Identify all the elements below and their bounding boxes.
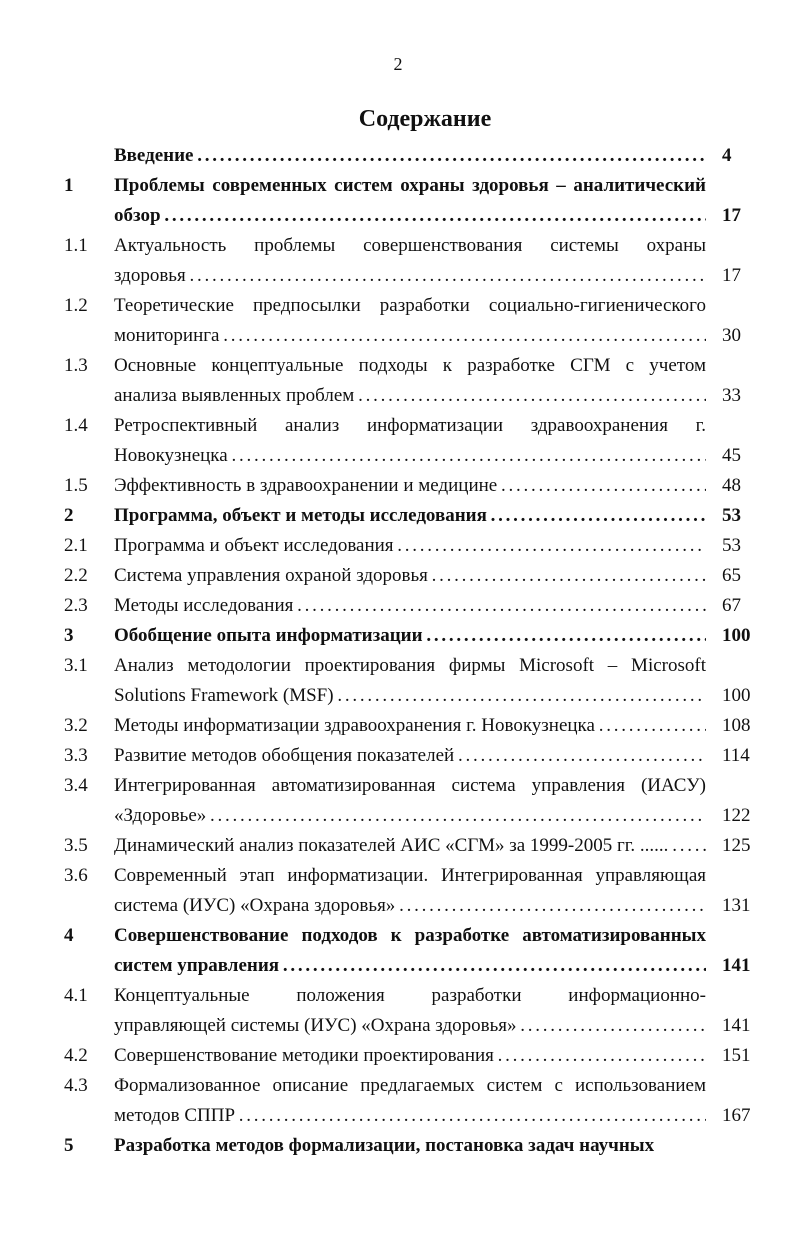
toc-entry-line xyxy=(0,921,796,951)
toc-entry-page: 100 xyxy=(722,625,751,646)
toc-entry-page: 100 xyxy=(722,685,751,706)
toc-entry-line xyxy=(0,261,796,291)
toc-entry-number: 1.1 xyxy=(64,235,88,256)
toc-entry-text: Формализованное описание предлагаемых систем с использованием xyxy=(114,1075,706,1096)
toc-entry-page: 67 xyxy=(722,595,741,616)
toc-title: Содержание xyxy=(358,106,492,132)
toc-entry-line xyxy=(0,591,796,621)
toc-entry-text: Основные концептуальные подходы к разработке СГМ с учетом xyxy=(114,355,706,376)
toc-entry-page: 17 xyxy=(722,265,741,286)
toc-entry-text: систем управления . . . xyxy=(114,951,706,981)
toc-entry-text: Теоретические предпосылки разработки социально-гигиенического xyxy=(114,295,706,316)
toc-entry-page: 141 xyxy=(722,1015,751,1036)
toc-entry-line xyxy=(0,501,796,531)
toc-entry-page: 53 xyxy=(722,505,741,526)
toc-entry-line xyxy=(0,471,796,501)
toc-entry-number: 2.1 xyxy=(64,535,88,556)
toc-entry-line xyxy=(0,381,796,411)
toc-entry-text: Проблемы современных систем охраны здоровья – аналитический xyxy=(114,175,706,196)
toc-entry-page: 151 xyxy=(722,1045,751,1066)
toc-entry-number: 3.4 xyxy=(64,775,88,796)
toc-entry-number: 5 xyxy=(64,1135,74,1156)
page-number: 2 xyxy=(393,54,403,74)
toc-entry-text: Современный этап информатизации. Интегрированная управляющая xyxy=(114,865,706,886)
toc-entry-text: Введение . . . xyxy=(114,141,706,171)
toc-entry-text: Система управления охраной здоровья . . . xyxy=(114,561,706,591)
toc-entry-line xyxy=(0,141,796,171)
toc-entry-line xyxy=(0,891,796,921)
toc-entry-line xyxy=(0,1041,796,1071)
toc-entry-page: 17 xyxy=(722,205,741,226)
toc-entry-text: управляющей системы (ИУС) «Охрана здоровья» . . . xyxy=(114,1011,706,1041)
toc-entry-line xyxy=(0,1011,796,1041)
toc-entry-text: Анализ методологии проектирования фирмы Microsoft – Microsoft xyxy=(114,655,706,676)
toc-entry-text: Ретроспективный анализ информатизации здравоохранения г. xyxy=(114,415,706,436)
toc-entry-line xyxy=(0,831,796,861)
toc-entry-text: Динамический анализ показателей АИС «СГМ» за 1999-2005 гг. ...... . . . xyxy=(114,831,706,861)
toc-entry-number: 1 xyxy=(64,175,74,196)
toc-entry-line xyxy=(0,681,796,711)
toc-entry-page: 114 xyxy=(722,745,750,766)
toc-entry-number: 4.1 xyxy=(64,985,88,1006)
toc-entry-page: 167 xyxy=(722,1105,751,1126)
toc-entry-line xyxy=(0,1071,796,1101)
toc-entry-page: 33 xyxy=(722,385,741,406)
toc-entry-page: 65 xyxy=(722,565,741,586)
toc-entry-line xyxy=(0,741,796,771)
toc-entry-text: Совершенствование методики проектирования . . . xyxy=(114,1041,706,1071)
toc-entry-text: Разработка методов формализации, постановка задач научных xyxy=(114,1135,655,1156)
toc-entry-text: Методы информатизации здравоохранения г. Новокузнецка . . . xyxy=(114,711,706,741)
toc-entry-line xyxy=(0,291,796,321)
toc-entry-line xyxy=(0,711,796,741)
toc-entry-line xyxy=(0,561,796,591)
toc-entry-text: Программа, объект и методы исследования . . . xyxy=(114,501,706,531)
toc-entry-line xyxy=(0,351,796,381)
toc-entry-number: 3.6 xyxy=(64,865,88,886)
toc-entry-page: 141 xyxy=(722,955,751,976)
toc-entry-number: 2.3 xyxy=(64,595,88,616)
toc-entry-page: 108 xyxy=(722,715,751,736)
toc-entry-text: обзор . . . xyxy=(114,201,706,231)
toc-entry-page: 30 xyxy=(722,325,741,346)
toc-entry-text: Совершенствование подходов к разработке автоматизированных xyxy=(114,925,706,946)
toc-entry-text: система (ИУС) «Охрана здоровья» . . . xyxy=(114,891,706,921)
toc-entry-line xyxy=(0,531,796,561)
toc-entry-text: здоровья . . . xyxy=(114,261,706,291)
toc-entry-text: Программа и объект исследования . . . xyxy=(114,531,706,561)
toc-entry-text: Solutions Framework (MSF) . . . xyxy=(114,681,706,711)
toc-entry-line xyxy=(0,411,796,441)
toc-entry-number: 1.5 xyxy=(64,475,88,496)
toc-entry-page: 4 xyxy=(722,145,732,166)
toc-entry-page: 53 xyxy=(722,535,741,556)
toc-entry-text: Новокузнецка . . . xyxy=(114,441,706,471)
toc-entry-page: 45 xyxy=(722,445,741,466)
toc-entry-number: 2 xyxy=(64,505,74,526)
toc-entry-page: 131 xyxy=(722,895,751,916)
toc-entry-line xyxy=(0,171,796,201)
toc-entry-line xyxy=(0,1131,796,1161)
toc-entry-line xyxy=(0,441,796,471)
toc-entry-text: Концептуальные положения разработки информационно- xyxy=(114,985,706,1006)
toc-entry-line xyxy=(0,201,796,231)
toc-entry-line xyxy=(0,651,796,681)
toc-entry-page: 122 xyxy=(722,805,751,826)
toc-entry-text: методов СППР . . . xyxy=(114,1101,706,1131)
toc-entry-line xyxy=(0,861,796,891)
toc-entry-number: 1.2 xyxy=(64,295,88,316)
toc-entry-text: анализа выявленных проблем . . . xyxy=(114,381,706,411)
toc-entry-number: 1.3 xyxy=(64,355,88,376)
toc-entry-page: 125 xyxy=(722,835,751,856)
toc-entry-text: мониторинга . . . xyxy=(114,321,706,351)
toc-entry-line xyxy=(0,951,796,981)
toc-entry-text: «Здоровье» . . . xyxy=(114,801,706,831)
toc-entry-number: 3.2 xyxy=(64,715,88,736)
toc-entry-text: Методы исследования . . . xyxy=(114,591,706,621)
toc-entry-number: 3.5 xyxy=(64,835,88,856)
toc-entry-line xyxy=(0,771,796,801)
toc-entry-number: 3.3 xyxy=(64,745,88,766)
toc-entry-line xyxy=(0,801,796,831)
toc-entry-text: Развитие методов обобщения показателей . . . xyxy=(114,741,706,771)
toc-entry-number: 3 xyxy=(64,625,74,646)
toc-entry-number: 4 xyxy=(64,925,74,946)
toc-entry-line xyxy=(0,981,796,1011)
toc-entry-line xyxy=(0,321,796,351)
toc-entry-page: 48 xyxy=(722,475,741,496)
toc-entry-line xyxy=(0,1101,796,1131)
toc-entry-number: 4.3 xyxy=(64,1075,88,1096)
toc-entry-text: Актуальность проблемы совершенствования системы охраны xyxy=(114,235,706,256)
toc-entry-line xyxy=(0,231,796,261)
toc-entry-number: 2.2 xyxy=(64,565,88,586)
toc-entry-number: 3.1 xyxy=(64,655,88,676)
toc-entry-number: 4.2 xyxy=(64,1045,88,1066)
toc-entry-text: Интегрированная автоматизированная система управления (ИАСУ) xyxy=(114,775,706,796)
toc-entry-line xyxy=(0,621,796,651)
toc-entry-number: 1.4 xyxy=(64,415,88,436)
toc-entry-text: Обобщение опыта информатизации . . . xyxy=(114,621,706,651)
toc-entry-text: Эффективность в здравоохранении и медицине . . . xyxy=(114,471,706,501)
